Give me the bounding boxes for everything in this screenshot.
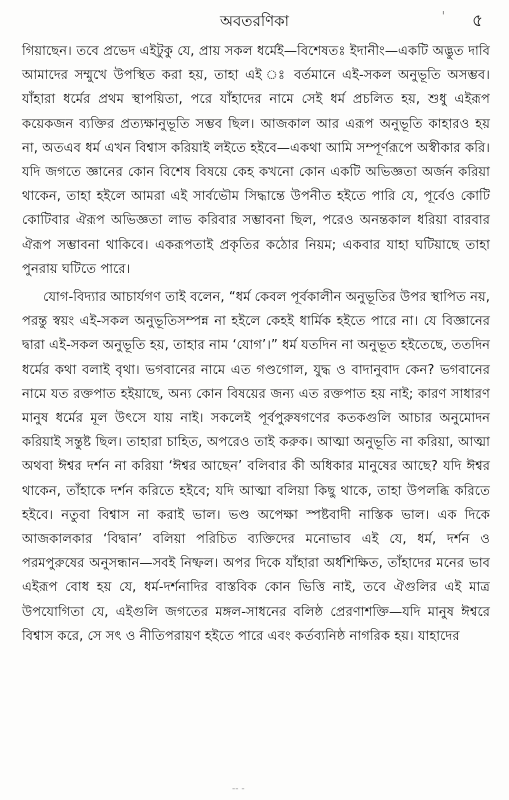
body-text: [22, 40, 490, 649]
page-number: ৫: [471, 11, 483, 31]
page-header: [0, 8, 509, 32]
paragraph-1: গিয়াছেন। তবে প্রভেদ এইটুকু যে, প্রায় সকল ধর্মেই—বিশেষতঃ ইদানীং—একটি অদ্ভুত দাবি আমাদের সম্মুখে উপস্থিত করা হয়, তাহা এই ঃ বর্তমানে এই-সকল অনুভূতি অসম্ভব। যাঁহারা ধর্মের প্রথম স্থাপয়িতা, পরে যাঁহাদের নামে সেই ধর্ম প্রচলিত হয়, শুধু এইরূপ কয়েকজন ব্যক্তির প্রত্যক্ষানুভূতি সম্ভব ছিল। আজকাল আর এরূপ অনুভূতি কাহারও হয় না, অতএব ধর্ম এখন বিশ্বাস করিয়াই লইতে হইবে—একথা আমি সম্পূর্ণরূপে অস্বীকার করি। যদি জগতে জ্ঞানের কোন বিশেষ বিষয়ে কেহ কখনো কোন একটি অভিজ্ঞতা অর্জন করিয়া থাকেন, তাহা হইলে আমরা এই সার্বভৌম সিদ্ধান্তে উপনীত হইতে পারি যে, পূর্বেও কোটি কোটিবার ঐরূপ অভিজ্ঞতা লাভ করিবার সম্ভাবনা ছিল, পরেও অনন্তকাল ধরিয়া বারবার ঐরূপ সম্ভাবনা থাকিবে। একরূপতাই প্রকৃতির কঠোর নিয়ম; একবার যাহা ঘটিয়াছে তাহা পুনরায় ঘটিতে পারে।: [22, 44, 490, 277]
footer-mark: -- -: [232, 784, 245, 794]
header-tick-mark: ': [441, 9, 445, 23]
paragraph-2: যোগ-বিদ্যার আচার্যগণ তাই বলেন, “ধর্ম কেবল পূর্বকালীন অনুভূতির উপর স্থাপিত নয়, পরন্তু স্বয়ং এই-সকল অনুভূতিসম্পন্ন না হইলে কেহই ধার্মিক হইতে পারে না। যে বিজ্ঞানের দ্বারা এই-সকল অনুভূতি হয়, তাহার নাম ‘যোগ’।” ধর্ম যতদিন না অনুভূত হইতেছে, ততদিন ধর্মের কথা বলাই বৃথা। ভগবানের নামে এত গণ্ডগোল, যুদ্ধ ও বাদানুবাদ কেন? ভগবানের নামে যত রক্তপাত হইয়াছে, অন্য কোন বিষয়ের জন্য এত রক্তপাত হয় নাই; কারণ সাধারণ মানুষ ধর্মের মূল উৎসে যায় নাই। সকলেই পূর্বপুরুষগণের কতকগুলি আচার অনুমোদন করিয়াই সন্তুষ্ট ছিল। তাহারা চাহিত, অপরেও তাই করুক। আত্মা অনুভূতি না করিয়া, আত্মা অথবা ঈশ্বর দর্শন না করিয়া ‘ঈশ্বর আছেন’ বলিবার কী অধিকার মানুষের আছে? যদি ঈশ্বর থাকেন, তাঁহাকে দর্শন করিতে হইবে; যদি আত্মা বলিয়া কিছু থাকে, তাহা উপলব্ধি করিতে হইবে। নতুবা বিশ্বাস না করাই ভাল। ভণ্ড অপেক্ষা স্পষ্টবাদী নাস্তিক ভাল। এক দিকে আজকালকার ‘বিদ্বান’ বলিয়া পরিচিত ব্যক্তিদের মনোভাব এই যে, ধর্ম, দর্শন ও পরমপুরুষের অনুসন্ধান—সবই নিষ্ফল। অপর দিকে যাঁহারা অর্ধশিক্ষিত, তাঁহাদের মনের ভাব এইরূপ বোধ হয় যে, ধর্ম-দর্শনাদির বাস্তবিক কোন ভিত্তি নাই, তবে ঐগুলির এই মাত্র উপযোগিতা যে, এইগুলি জগতের মঙ্গল-সাধনের বলিষ্ঠ প্রেরণাশক্তি—যদি মানুষ ঈশ্বরে বিশ্বাস করে, সে সৎ ও নীতিপরায়ণ হইতে পারে এবং কর্তব্যনিষ্ঠ নাগরিক হয়। যাহাদের: [22, 290, 490, 644]
running-head: অবতরণিকা: [219, 12, 290, 30]
